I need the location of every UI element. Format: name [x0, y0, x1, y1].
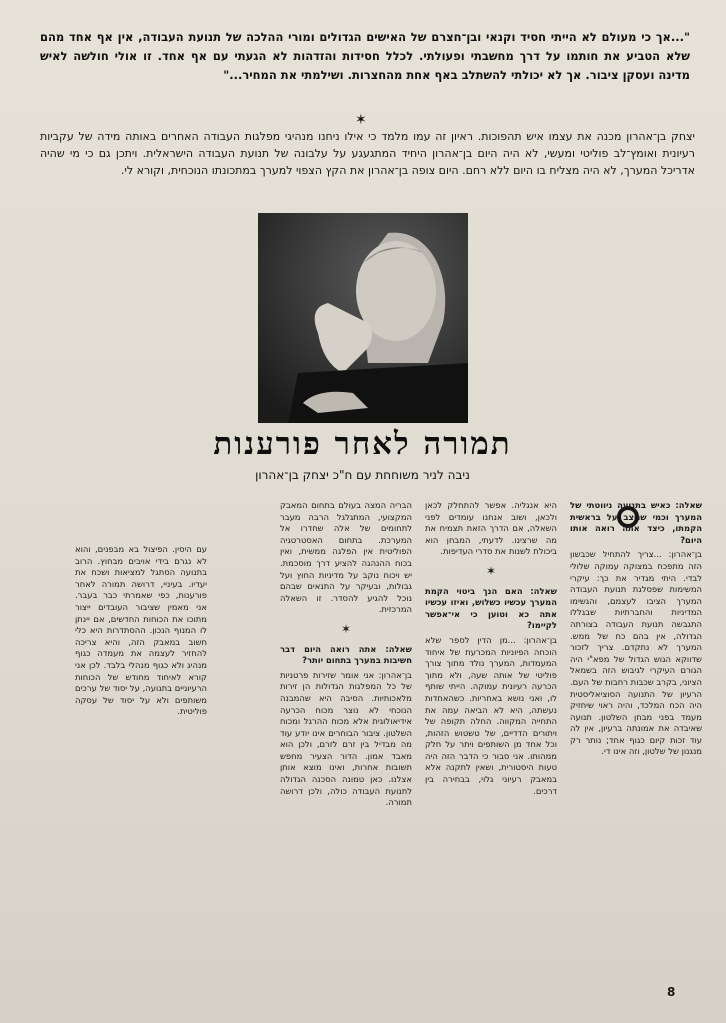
portrait-photo — [258, 213, 468, 423]
page-number: 8 — [667, 985, 676, 999]
article-column-4 — [75, 500, 207, 990]
interview-question: שאלה: אתה רואה היום דבר חשיבות במערך בתחום יותר? — [280, 643, 412, 666]
article-byline: ניבה לניר משוחחת עם ח"כ יצחק בן־אהרון — [255, 468, 470, 482]
interview-answer: היא אנגליה. אפשר להתחלק לכאן ולכאן, ושוב אנחנו עומדים לפני השאלה, אם הדרך הזאת תצמיח את מה שרצינו. לדעתי, המבחן הוא ביכולת לשנות את סדרי העדיפות. — [425, 500, 557, 557]
article-column-2 — [425, 500, 557, 990]
column-spacer — [75, 500, 207, 544]
interview-question: שאלה: האם הנך ביטוי הקמת המערך עכשיו כשלוש, ואיזו עכשיו אתה כא וטוען כי אי־אפשר לקיימו? — [425, 585, 557, 631]
star-divider-icon: ✶ — [485, 563, 497, 578]
star-divider-icon: ✶ — [355, 112, 367, 128]
article-column-1 — [570, 500, 702, 990]
article-column-3 — [280, 500, 412, 990]
article-headline: תמורה לאחר פורענות — [213, 426, 512, 462]
pull-quote: "...אך כי מעולם לא הייתי חסיד וקנאי ובן־חצרם של האישים הגדולים ומורי ההלכה של תנועת העבודה, אין אף אחד מהם שלא הטביע את חותמו על דרך מחשבתי ופעולתי. לכלל חסידות והזדהות לא הגעתי עם אף אחד. זו אולי חולשה לאיש מדינה ועסקן ציבור. אך לא יכולתי להשתלב באף אחת מהחצרות. ושילמתי את המחיר..." — [40, 30, 690, 82]
interview-answer: עם היסין. הפיצול בא מבפנים, והוא לא נגרם בידי אויבים מבחוץ. הרוב בתנועה הסתגל למציאות ושכח את יעדיו. בעיניי, דרושה תמורה לאחר פורענות, כפי שאמרתי כבר בעבר. אני מאמין שציבור העובדים ייצור מתוכו את הכוחות החדשים, אם יינתן לו המנוף הנכון. ההסתדרות היא כלי חשוב במאבק הזה, והיא צריכה להחזיר לעצמה את מעמדה כגוף מנהיג ולא כגוף מנהלי בלבד. לכן אני קורא לאיחוד מחודש של הכוחות הרעיוניים בתנועה, על יסוד של ערכים משותפים ולא על יסוד של עסקה פוליטית. — [75, 544, 207, 717]
portrait-photo-icon — [258, 213, 468, 423]
intro-paragraph: יצחק בן־אהרון מכנה את עצמו איש תהפוכות. ראיון זה עמו מלמד כי אילו ניחנו מנהיגי מפלגות העבודה האחרים באותה מידה של עקביות רעיונית ואומץ־לב פוליטי ומעשי, לא היה היום בן־אהרון היחיד המתגעגע על עלבונה של תנועת העבודה הישראלית. ויתכן גם כי מי שהיה אדריכל המערך, לא היה מצליח בו היום ללא רחם. היום צופה בן־אהרון את הקץ הצפוי למערך במתכונתו הנוכחית, וקורא לי. — [40, 130, 695, 177]
interview-answer: בן־אהרון: ...צריך להתחיל שכבשון הזה מתפכח במצוקה עמוקה שלולי לבדי. היתי מגדיר את כך: עיקרי המשימות שפסלגת תנועת העבודה המערך הציבו לעצמם, והגשימו המדיניות והחברתיות שבגללו התגבשה תנועת העבודה בצורתה הגדולה, אין בהם כח של ממש. המערך לא נתקדם. צריך לזכור שדווקא הגוש הגדול של מפא"י היה הגורם העיקרי לגיבוש הזה בשמאל הציוני, בקרב שכבות רחבות של העם. הרעיון של התנועה הסוציאליסטית היה הכח המלכד, והיה ראוי שיחזיק מעמד בפני מבחן השלטון. תנועה שאיבדה את אמונתה ברעיון, אין לה עוד זכות קיום כגוף אחד; נותר רק מנגנון של שלטון, וזה אינו די. — [570, 549, 702, 757]
star-divider-icon: ✶ — [340, 621, 352, 636]
interview-answer: הבריה המצה בעולם בתחום המאבק המקצועי, המתגלגל הרבה מעבר לתחומים של אלה שחדרו אל המערכת. בתחום האסטרטגיה הפוליטית אין הפלגה ממשית, ואין בכוח ההנהגה להציע דרך מוסכמת. יש ויכוח נוקב על מדיניות החוץ ועל גבולות, ובעיקר על התנאים שבהם נוכל להגיע להסדר. זו השאלה המרכזית. — [280, 500, 412, 615]
interview-answer: בן־אהרון: אני אומר שזירות פרטניות של כל המפלגות הגדולות הן זירות מלאכותיות. הסיבה היא שהמבנה הנוכחי לא נוצר מכוח הכרעה אידיאולוגית אלא מכוח ההרגל ומכוח השלטון. ציבור הבוחרים אינו יודע עוד מה מבדיל בין זרם לזרם, ולכן הוא מאבד אמון. הדור הצעיר מחפש תשובות אחרות, ואינו מוצא אותן אצלנו. כאן טמונה הסכנה הגדולה לתנועת העבודה כולה, ולכן דרושה תמורה. — [280, 669, 412, 808]
interview-question: שאלה: כאיש בתנועה ניווטתי של המערך וכמי שניצב על בראשית הקמתו, כיצד אתה רואה אותו היום? — [570, 500, 702, 545]
interview-answer: בן־אהרון: ...מן הדין לספר שלא הוכחה הפיוניות המכרעת של איחוד המעמדות, המערך נולד מתוך צורך פוליטי של אותה שעה, ולא מתוך הכרעה רעיונית עמוקה. הייתי שותף לו, ואני נושא באחריות. כשהאחדות נעשתה, היא לא הביאה עמה את התחייה המקווה. החלה תקופה של ויתורים הדדיים, של טשטוש הזהות, וכל אחד מן השותפים ויתר על חלק ממהותו. אני סבור כי הדבר הזה היה טעות היסטורית, ושאין לתקנה אלא במאבק רעיוני גלוי, בבחירה בין דרכים. — [425, 634, 557, 796]
